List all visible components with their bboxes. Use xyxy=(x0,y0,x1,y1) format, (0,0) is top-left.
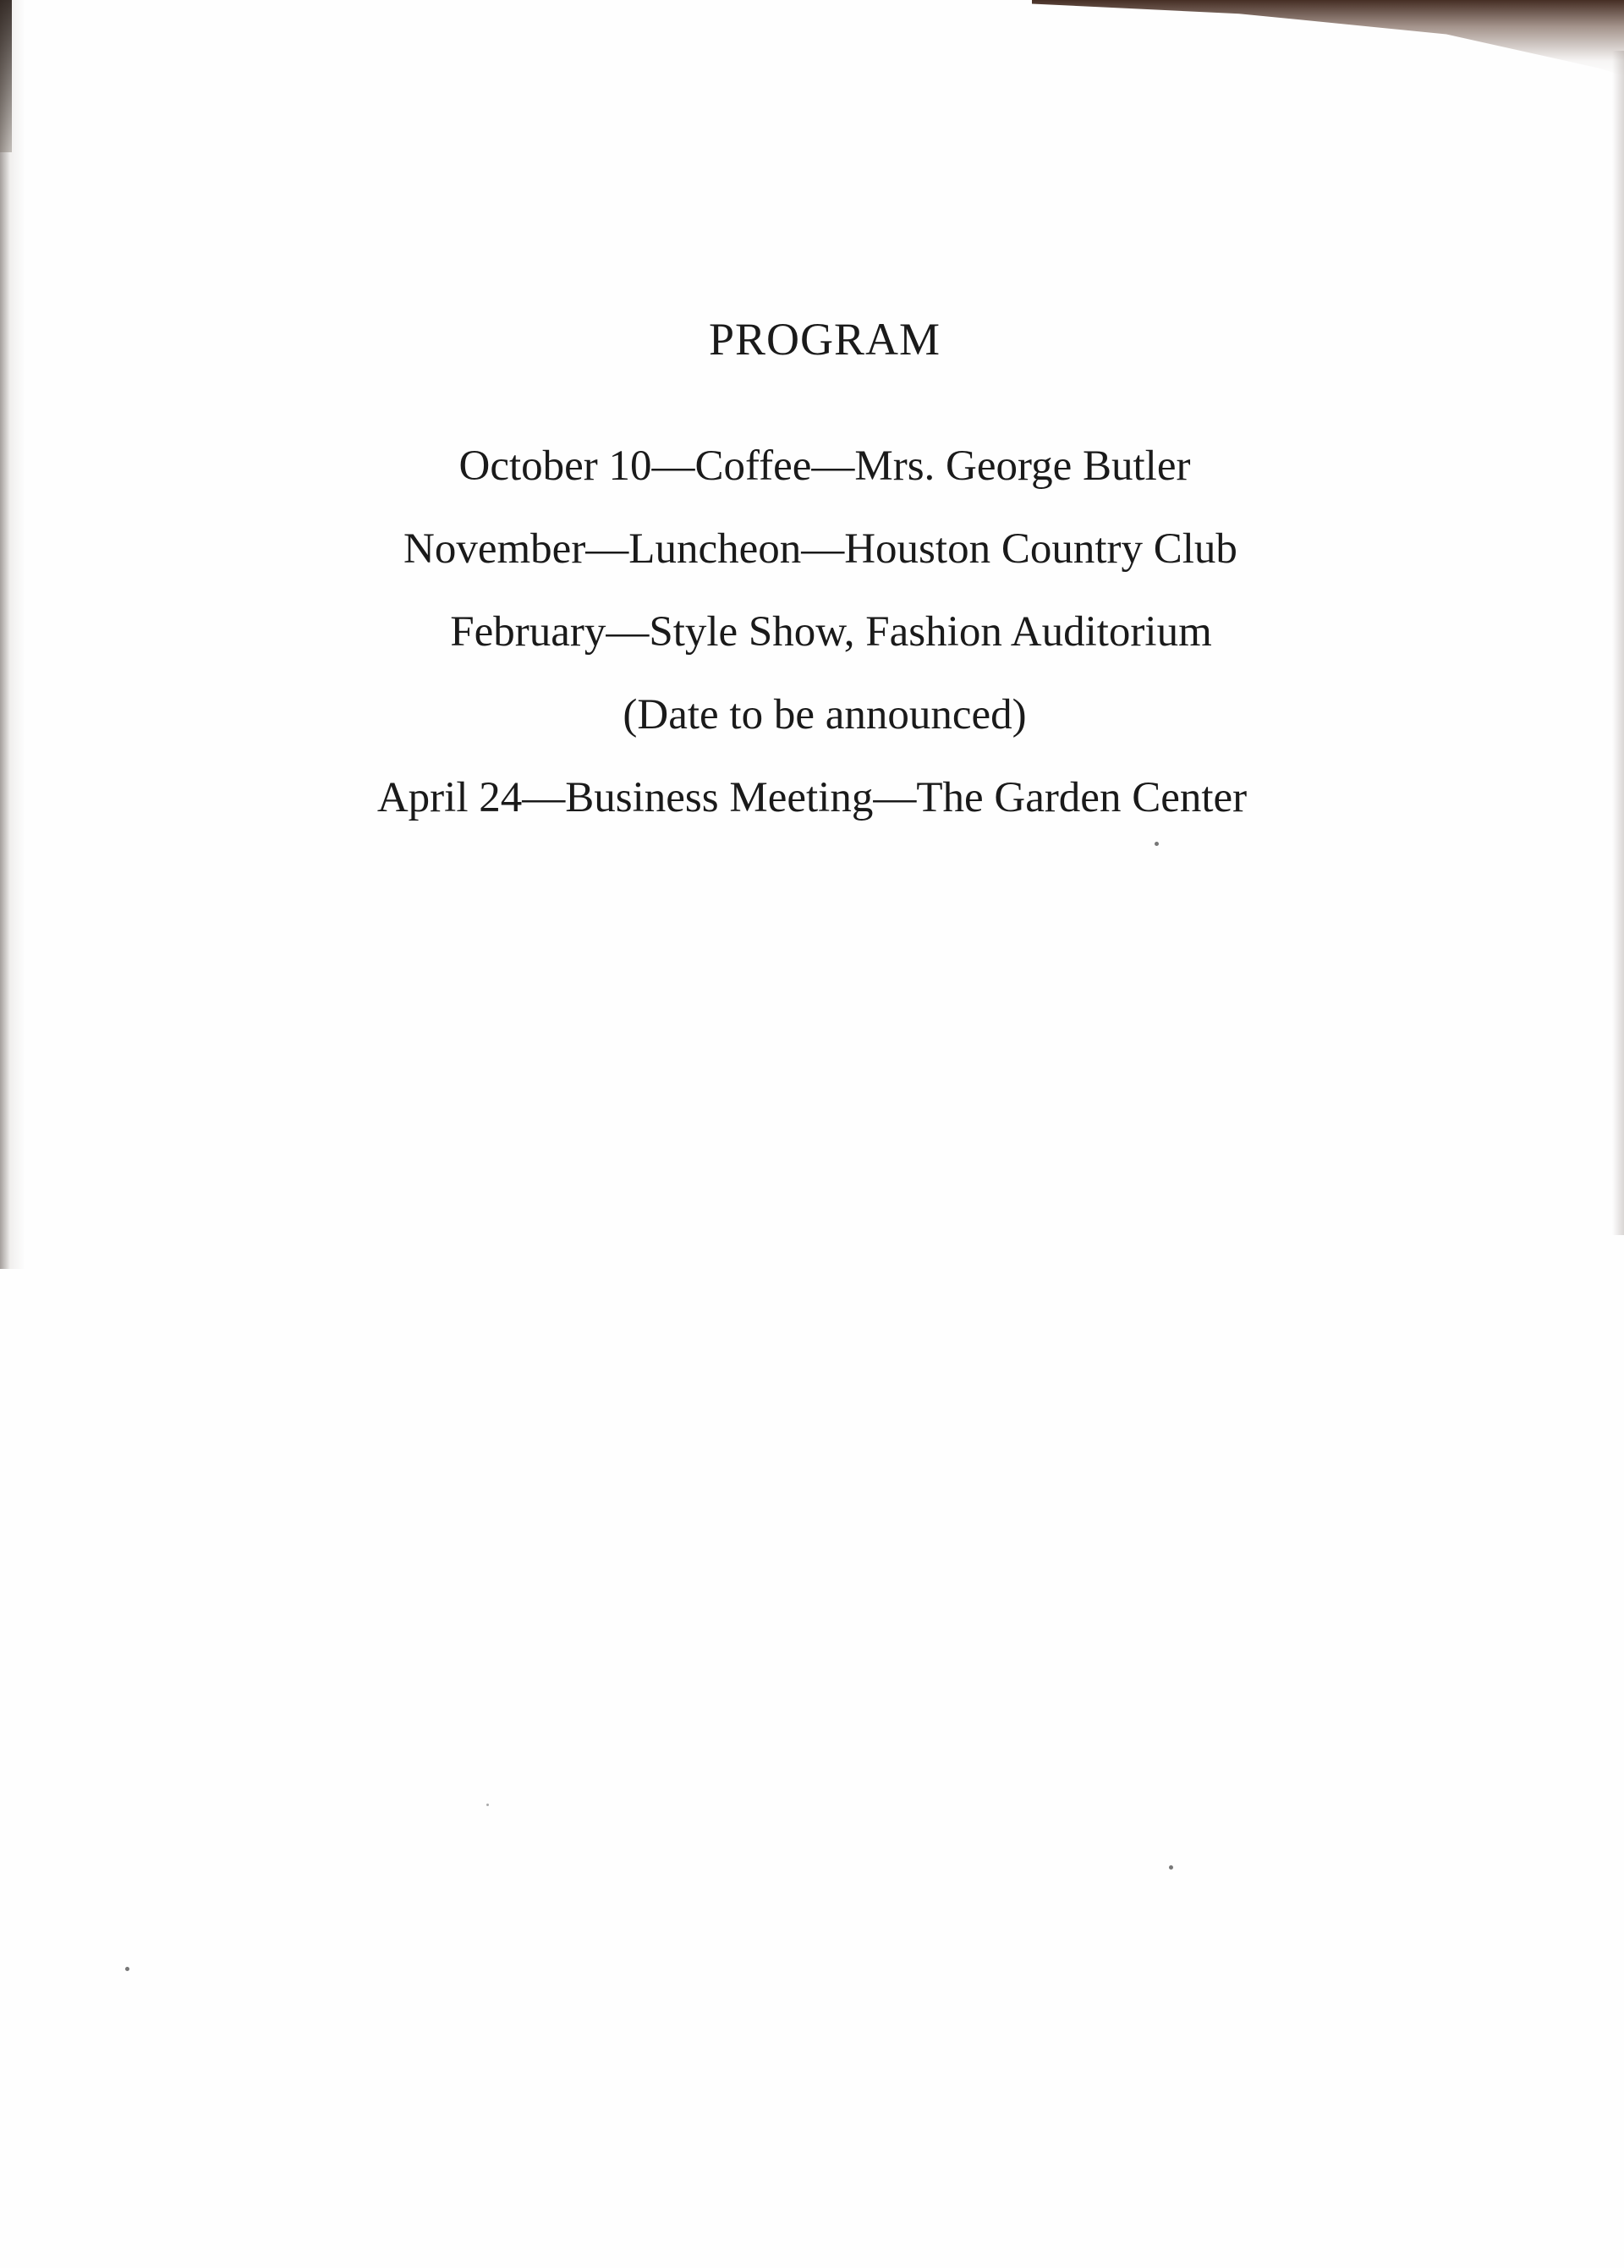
page-corner-shadow xyxy=(1032,0,1624,76)
paper-speck xyxy=(125,1967,129,1971)
program-line-april: April 24—Business Meeting—The Garden Center xyxy=(376,774,1248,821)
page-title: PROGRAM xyxy=(708,314,941,365)
paper-speck xyxy=(1155,842,1159,846)
program-line-date-note: (Date to be announced) xyxy=(623,691,1027,739)
program-content xyxy=(0,313,1624,839)
program-line-november: November—Luncheon—Houston Country Club xyxy=(403,525,1237,573)
paper-speck xyxy=(1169,1865,1173,1870)
program-line-february: February—Style Show, Fashion Auditorium xyxy=(450,608,1212,656)
program-line-october: October 10—Coffee—Mrs. George Butler xyxy=(458,442,1191,490)
binding-edge xyxy=(0,0,12,152)
paper-speck xyxy=(486,1804,489,1806)
